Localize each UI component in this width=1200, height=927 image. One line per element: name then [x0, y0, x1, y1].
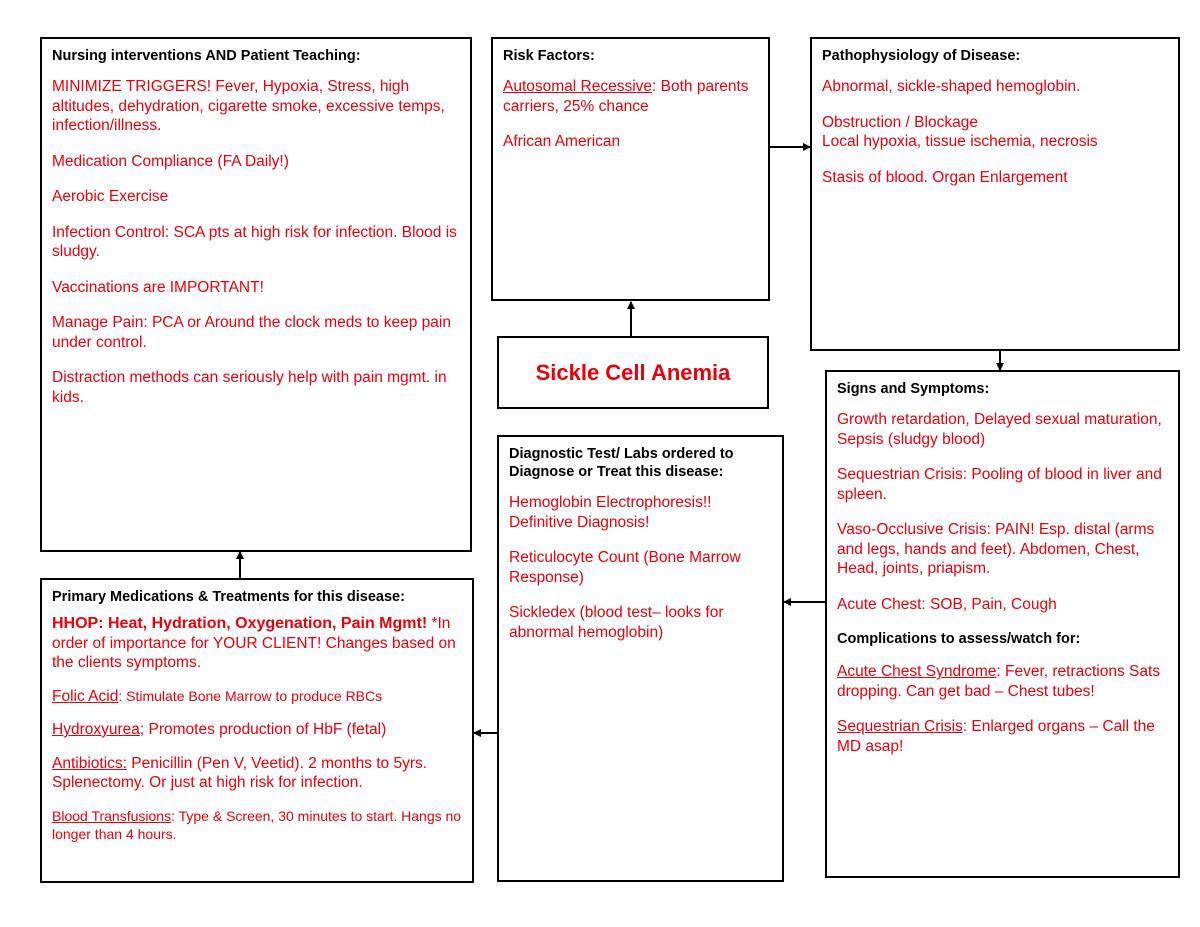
nursing-item: MINIMIZE TRIGGERS! Fever, Hypoxia, Stress, high altitudes, dehydration, cigarette smoke, excessive temps, infection/illness. [52, 78, 445, 134]
signs-item: Sequestrian Crisis: Pooling of blood in liver and spleen. [837, 466, 1162, 503]
complication-item [837, 717, 1168, 756]
nursing-item: Vaccinations are IMPORTANT! [52, 278, 264, 296]
meds-item [52, 687, 462, 707]
risk-item-underlined: Autosomal Recessive [503, 78, 653, 95]
nursing-title: Nursing interventions AND Patient Teaching: [52, 48, 361, 64]
meds-item [52, 720, 462, 740]
complication-text: : Enlarged organs – Call the MD asap! [837, 718, 1155, 755]
center-disease-box [497, 336, 769, 409]
risk-factors-box [491, 37, 770, 301]
risk-item-text: : Both parents carriers, 25% chance [503, 78, 749, 115]
nursing-item: Manage Pain: PCA or Around the clock meds to keep pain under control. [52, 314, 451, 351]
risk-item [503, 77, 758, 116]
signs-item: Acute Chest: SOB, Pain, Cough [837, 595, 1057, 613]
signs-item: Vaso-Occlusive Crisis: PAIN! Esp. distal (arms and legs, hands and feet). Abdomen, Chest, Head, joints, priapism. [837, 521, 1155, 577]
signs-item: Growth retardation, Delayed sexual maturation, Sepsis (sludgy blood) [837, 411, 1162, 448]
nursing-item: Infection Control: SCA pts at high risk for infection. Blood is sludgy. [52, 223, 457, 260]
hhop-text: *In order of importance for YOUR CLIENT! Changes based on the clients symptoms. [52, 615, 456, 671]
folic-text: : Stimulate Bone Marrow to produce RBCs [118, 687, 383, 704]
meds-item [52, 754, 462, 793]
patho-item: Stasis of blood. Organ Enlargement [822, 168, 1068, 186]
diagnostic-item: Sickledex (blood test– looks for abnormal hemoglobin) [509, 604, 724, 641]
complication-item [837, 662, 1168, 701]
complication-text: : Fever, retractions Sats dropping. Can get bad – Chest tubes! [837, 663, 1161, 700]
meds-item [52, 614, 462, 673]
hhop-bold: HHOP: Heat, Hydration, Oxygenation, Pain Mgmt! [52, 615, 428, 632]
patho-item: Abnormal, sickle-shaped hemoglobin. [822, 78, 1081, 95]
patho-item: Obstruction / Blockage Local hypoxia, tissue ischemia, necrosis [822, 113, 1098, 150]
complications-title: Complications to assess/watch for: [837, 631, 1081, 647]
antibiotics-underlined: Antibiotics: [52, 754, 127, 772]
disease-title: Sickle Cell Anemia [535, 359, 731, 385]
diagnostic-item: Hemoglobin Electrophoresis!! Definitive Diagnosis! [509, 494, 712, 531]
nursing-interventions-box [40, 37, 472, 552]
diagnostic-box [497, 435, 784, 882]
transfusion-underlined: Blood Transfusions [52, 807, 172, 824]
transfusion-text: : Type & Screen, 30 minutes to start. Hangs no longer than 4 hours. [52, 807, 462, 842]
nursing-item: Aerobic Exercise [52, 188, 169, 205]
risk-title: Risk Factors: [503, 48, 595, 64]
signs-symptoms-box [825, 370, 1180, 878]
complication-underlined: Acute Chest Syndrome [837, 663, 997, 680]
signs-title: Signs and Symptoms: [837, 381, 990, 397]
risk-item: African American [503, 133, 621, 150]
meds-item [52, 807, 462, 843]
nursing-item: Medication Compliance (FA Daily!) [52, 152, 289, 170]
medications-box [40, 578, 474, 883]
hydroxy-underlined: Hydroxyurea [52, 721, 140, 738]
nursing-item: Distraction methods can seriously help with pain mgmt. in kids. [52, 369, 447, 406]
pathophysiology-box [810, 37, 1180, 351]
patho-title: Pathophysiology of Disease: [822, 48, 1021, 64]
diagnostic-title: Diagnostic Test/ Labs ordered to Diagnose or Treat this disease: [509, 446, 734, 480]
folic-underlined: Folic Acid [52, 687, 119, 705]
meds-title: Primary Medications & Treatments for this disease: [52, 589, 405, 605]
diagnostic-item: Reticulocyte Count (Bone Marrow Response) [509, 549, 741, 586]
hydroxy-text: ; Promotes production of HbF (fetal) [139, 721, 387, 738]
antibiotics-text: Penicillin (Pen V, Veetid). 2 months to 5yrs. Splenectomy. Or just at high risk for infection. [52, 754, 428, 791]
complication-underlined: Sequestrian Crisis [837, 718, 963, 735]
